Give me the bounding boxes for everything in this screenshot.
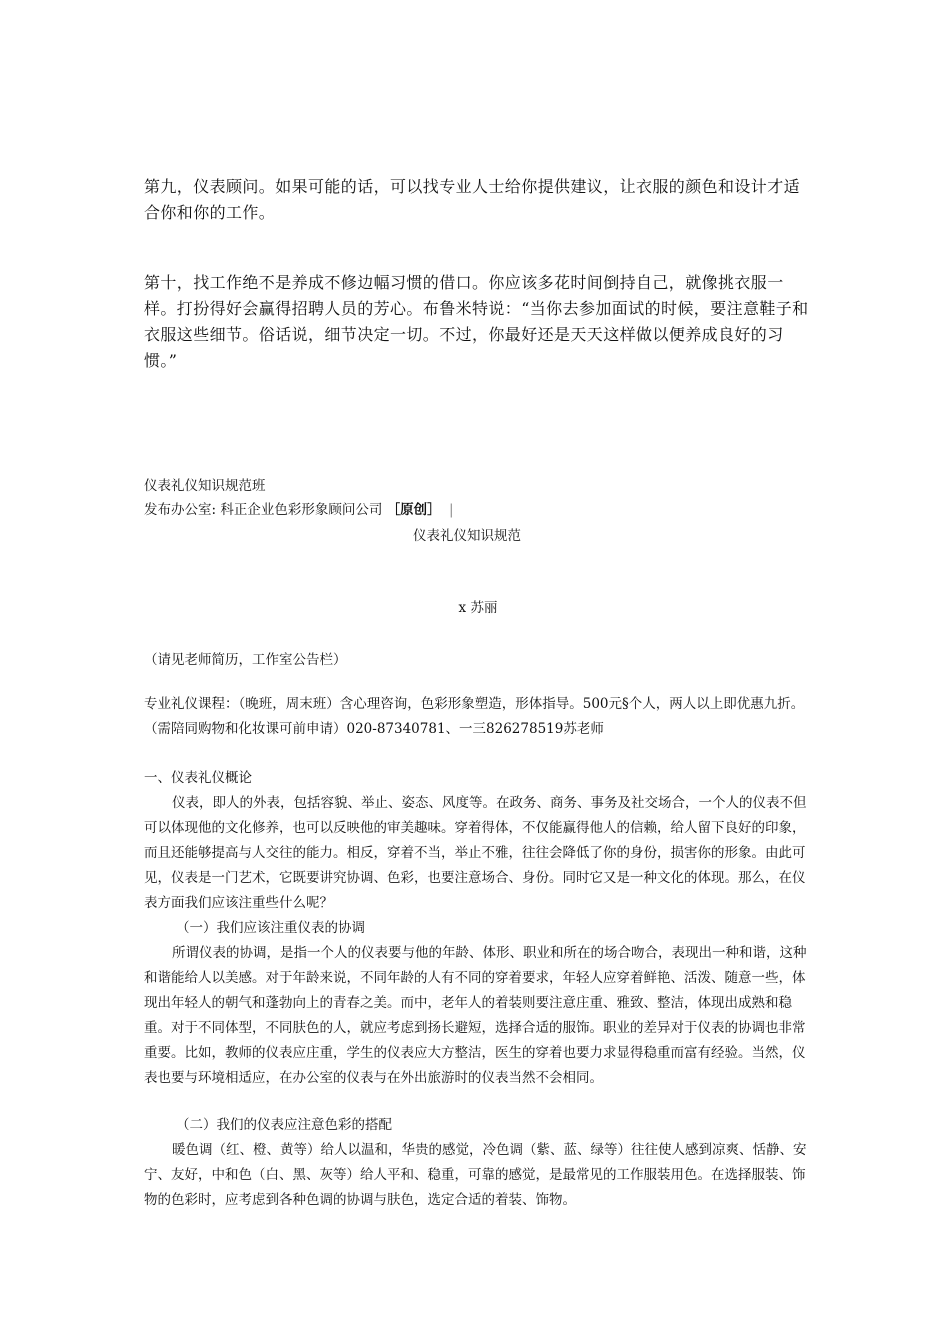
- publish-line: [144, 498, 812, 523]
- paragraph-tenth-tip: 第十，找工作绝不是养成不修边幅习惯的借口。你应该多花时间倒持自己，就像挑衣服一样。打扮得好会赢得招聘人员的芳心。布鲁米特说：“当你去参加面试的时候，要注意鞋子和衣服这些细节。俗话说，细节决定一切。不过，你最好还是天天这样做以便养成良好的习惯。”: [144, 273, 809, 370]
- author-line: x 苏丽: [458, 600, 498, 616]
- class-title: 仪表礼仪知识规范班: [144, 478, 266, 494]
- document-title: 仪表礼仪知识规范: [413, 528, 521, 544]
- subsection-1-body: 所谓仪表的协调，是指一个人的仪表要与他的年龄、体形、职业和所在的场合吻合，表现出一种和谐，这种和谐能给人以美感。对于年龄来说，不同年龄的人有不同的穿着要求，年轻人应穿着鲜艳、活泼、随意一些，体现出年轻人的朝气和蓬勃向上的青春之美。而中，老年人的着装则要注意庄重、雅致、整洁，体现出成熟和稳重。对于不同体型，不同肤色的人，就应考虑到扬长避短，选择合适的服饰。职业的差异对于仪表的协调也非常重要。比如，教师的仪表应庄重，学生的仪表应大方整洁，医生的穿着也要力求显得稳重而富有经验。当然，仪表也要与环境相适应，在办公室的仪表与在外出旅游时的仪表当然不会相同。: [144, 945, 807, 1086]
- paragraph-ninth-tip: 第九，仪表顾问。如果可能的话，可以找专业人士给你提供建议，让衣服的颜色和设计才适合你和你的工作。: [144, 177, 801, 222]
- publish-label: 发布办公室: 科正企业色彩形象顾问公司: [144, 502, 383, 518]
- teacher-note: （请见老师简历，工作室公告栏）: [144, 652, 347, 668]
- publish-separator: |: [448, 502, 454, 518]
- original-tag: ［原创］: [386, 502, 441, 518]
- subsection-2-title: （二）我们的仪表应注意色彩的搭配: [176, 1117, 392, 1133]
- course-info: 专业礼仪课程：（晚班，周末班）含心理咨询，色彩形象塑造，形体指导。500元§个人，两人以上即优惠九折。（需陪同购物和化妆课可前申请）020-87340781、一三826278519苏老师: [144, 696, 805, 737]
- subsection-1-title: （一）我们应该注重仪表的协调: [176, 920, 365, 936]
- section-1-body: 仪表，即人的外表，包括容貌、举止、姿态、风度等。在政务、商务、事务及社交场合，一个人的仪表不但可以体现他的文化修养，也可以反映他的审美趣味。穿着得体，不仅能赢得他人的信赖，给人留下良好的印象，而且还能够提高与人交往的能力。相反，穿着不当，举止不雅，往往会降低了你的身份，损害你的形象。由此可见，仪表是一门艺术，它既要讲究协调、色彩，也要注意场合、身份。同时它又是一种文化的体现。那么，在仪表方面我们应该注重些什么呢？: [144, 795, 807, 911]
- section-1-title: 一、仪表礼仪概论: [144, 770, 252, 786]
- subsection-2-body: 暖色调（红、橙、黄等）给人以温和，华贵的感觉，冷色调（紫、蓝、绿等）往往使人感到凉爽、恬静、安宁、友好，中和色（白、黑、灰等）给人平和、稳重，可靠的感觉，是最常见的工作服装用色。在选择服装、饰物的色彩时，应考虑到各种色调的协调与肤色，选定合适的着装、饰物。: [144, 1142, 807, 1208]
